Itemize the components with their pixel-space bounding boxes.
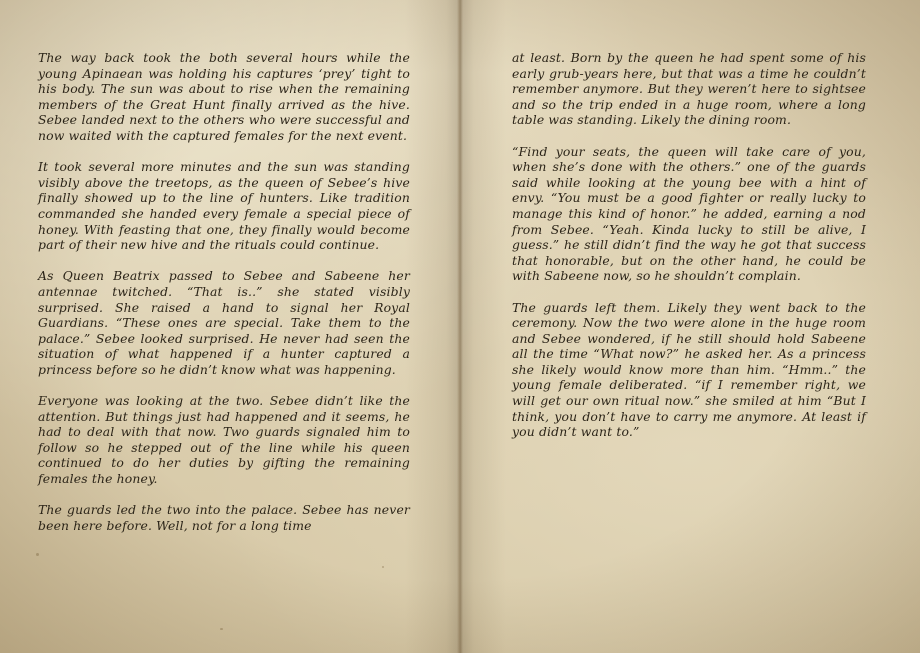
paper-speck (220, 628, 223, 630)
paragraph: The way back took the both several hours while the young Apinaean was holding his captures ‘prey’ tight to his body. The sun was about to rise when the remaining members of the Great Hunt finally arrived as the hive. Sebee landed next to the others who were successful and now waited with the captured females for the next event. (38, 50, 410, 143)
paragraph: It took several more minutes and the sun was standing visibly above the treetops, as the queen of Sebee’s hive finally showed up to the line of hunters. Like tradition commanded she handed every female a special piece of honey. With feasting that one, they finally would become part of their new hive and the rituals could continue. (38, 159, 410, 253)
paragraph: at least. Born by the queen he had spent some of his early grub-years here, but that was a time he couldn’t remember anymore. But they weren’t here to sightsee and so the trip ended in a huge room, where a long table was standing. Likely the dining room. (512, 50, 866, 128)
left-page-text (38, 50, 410, 549)
paragraph: “Find your seats, the queen will take care of you, when she’s done with the others.” one of the guards said while looking at the young bee with a hint of envy. “You must be a good fighter or really lucky to manage this kind of honor.” he added, earning a nod from Sebee. “Yeah. Kinda lucky to still be alive, I guess.” he still didn’t find the way he got that success that honorable, but on the other hand, he could be with Sabeene now, so he shouldn’t complain. (512, 143, 866, 284)
paper-speck (36, 553, 39, 556)
paper-speck (646, 122, 648, 124)
right-page (460, 0, 920, 653)
paragraph: The guards left them. Likely they went back to the ceremony. Now the two were alone in the huge room and Sebee wondered, if he still should hold Sabeene all the time “What now?” he asked her. As a princess she likely would know more than him. “Hmm..” the young female deliberated. “if I remember right, we will get our own ritual now.” she smiled at him “But I think, you don’t have to carry me anymore. At least if you didn’t want to.” (512, 299, 866, 440)
paper-speck (382, 566, 384, 568)
right-page-text (512, 50, 866, 455)
paragraph: Everyone was looking at the two. Sebee didn’t like the attention. But things just had happened and it seems, he had to deal with that now. Two guards signaled him to follow so he stepped out of the line while his queen continued to do her duties by gifting the remaining females the honey. (38, 393, 410, 487)
paragraph: The guards led the two into the palace. Sebee has never been here before. Well, not for a long time (38, 502, 410, 533)
paragraph: As Queen Beatrix passed to Sebee and Sabeene her antennae twitched. “That is..” she stated visibly surprised. She raised a hand to signal her Royal Guardians. “These ones are special. Take them to the palace.” Sebee looked surprised. He never had seen the situation of what happened if a hunter captured a princess before so he didn’t know what was happening. (38, 268, 410, 377)
